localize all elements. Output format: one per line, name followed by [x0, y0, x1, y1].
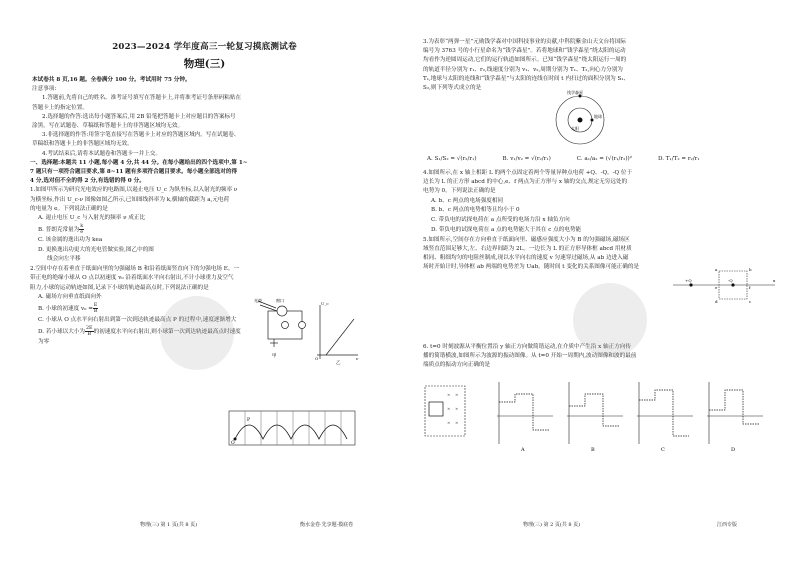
section-1-heading [30, 159, 379, 187]
q1-option-b-fraction [79, 224, 84, 235]
svg-text:×: × [455, 406, 459, 411]
q1-axis-x-label: ν [356, 356, 359, 361]
q6-stem-line: 播的简谐横波,如图所示为波源的振动图像。从 t=0 开始一周期内,波动图像和波的最前 [423, 352, 637, 359]
subject-title: 物理(三) [183, 58, 226, 70]
q4-option-d: D. 带负电的试探电荷在 a 点的电势能大于其在 c 点的电势能 [431, 227, 582, 234]
q1-option-d-cont: 线会向左平移 [47, 256, 81, 263]
fraction-numerator: E [93, 302, 98, 308]
svg-text:×: × [447, 420, 451, 425]
q1-tube-label: 窗口 [276, 298, 284, 303]
q4-minus-label: -Q [728, 278, 733, 283]
note-line: 草稿纸和答题卡上的非答题区域均无效。 [32, 141, 133, 148]
q3-stem-line: 均看作为逆圆周运动,它们的运行轨道如图所示。已知“钱学森星”绕太阳运行一周的 [423, 57, 627, 64]
q3-stem-line: 编号为 3763 号的小行星命名为“钱学森星”。若将地球和“钱学森星”绕太阳的运动 [423, 48, 626, 55]
svg-text:×: × [455, 420, 459, 425]
q1-option-a: A. 遏止电压 U_c 与入射光的频率 ν 成正比 [38, 215, 146, 222]
q4-stem-line: 边长为 L 的正方形 abcd 的中心,e、f 两点为正方形与 x 轴的交点,规定无穷远处的 [423, 179, 628, 186]
q5-graph-d [707, 382, 763, 452]
note-line: 1.答题前,先将自己的姓名、准考证号填写在答题卡上,并将准考证号条形码粘贴在 [42, 95, 242, 102]
q5-graph-a [497, 382, 553, 452]
q2-option-b-text: B. 小球的初速度 v₀ = [38, 305, 93, 312]
q4-plus-label: +Q [685, 278, 692, 283]
q4-b-label: b [749, 267, 752, 272]
q2-option-d-fraction [85, 326, 94, 337]
section-line: 4 分,选对但不全的得 2 分,有选错的得 0 分。 [30, 178, 145, 185]
note-line: 本试卷共 8 页,16 题。全卷满分 100 分。考试用时 75 分钟。 [32, 77, 191, 83]
q4-option-c: C. 带负电的试探电荷在 a 点所受的电场力沿 x 轴负方向 [431, 217, 570, 224]
sun-icon [578, 118, 583, 123]
field-region [425, 386, 465, 436]
footer-edition: 江西专版 [717, 522, 738, 528]
q5-graph-c [637, 382, 693, 452]
q2-stem-line: 2.空间中存在着垂直于纸面向里的匀强磁场 B 和沿着纸面竖直向下的匀强电场 E。一 [30, 266, 240, 273]
note-line: 涂黑。写在试题卷、草稿纸和答题卡上的非答题区域均无效。 [32, 123, 184, 130]
q2-option-b-fraction [93, 303, 99, 314]
q1-yi-label: 乙 [336, 361, 341, 365]
q3-option-c: C. a₁/a₂ = (√(r₁/r₂))² [576, 156, 632, 163]
q5-choice-c: C [661, 447, 665, 452]
exam-notes [30, 76, 379, 159]
q1-jia-label: 甲 [272, 354, 277, 359]
phototube-icon [277, 306, 287, 316]
section-line: 一、选择题:本题共 11 小题,每小题 4 分,共 44 分。在每小题给出的四个选项中,第 1~ [30, 159, 248, 166]
q2-option-d-cont: 为零 [38, 338, 50, 345]
q2-option-c: C. 小球从 O 点水平向右射出到第一次到达轨迹最高点 P 的过程中,速度逐渐增大 [38, 316, 237, 323]
q1-stem-line: 的电量为 e。下列说法正确的是 [30, 205, 108, 212]
q3-stem-line: 的轨道半径分别为 r₁、r₂,线速度分别为 v₁、v₂,周期分别为 T₁、T₂,向心力分别为 [423, 66, 623, 73]
ammeter-icon [299, 322, 306, 329]
footer-publisher: 衡水金卷·先享题·摸底卷 [300, 522, 354, 528]
q6-stem-line: 6. t=0 时刻波源从平衡位置沿 y 轴正方向做简谐运动,在介质中产生沿 x 轴正方向传 [423, 343, 631, 350]
q2-o-label: O [231, 441, 235, 446]
q5-stem-line: 场时开始计时,导体框 ab 两端的电势差为 Uab。随时间 t 变化的关系图像可能正确的是 [423, 264, 640, 271]
q3-options [423, 155, 780, 165]
page-2 [397, 0, 794, 561]
q3-star-label: 钱学森星 [567, 90, 583, 95]
q2-p-label: P [247, 418, 251, 423]
section-line: 7 题只有一项符合题目要求,第 8~11 题有多项符合题目要求。每小题全部选对的得 [30, 169, 238, 176]
watermark-logo [160, 296, 234, 370]
q2-figure [227, 409, 357, 449]
field-region [229, 411, 355, 445]
note-line: 3.非选择题的作答:用签字笔直接写在答题卡上对应的答题区域内。写在试题卷、 [42, 132, 240, 139]
q2-stem-line: 带正电的绝缘小球从 O 点以初速度 v₀ 沿着纸面水平向右射出,不计小球重力及空气 [30, 275, 234, 282]
q5-choice-d: D [731, 447, 736, 452]
q5-stem-line: 5.如图所示,空间存在方向垂直于纸面向里、磁感应强度大小为 B 的匀强磁场,磁场区 [423, 236, 630, 243]
graph-line [326, 319, 354, 355]
q3-stem-line: S₂,则下列等式成立的是 [423, 85, 482, 92]
q4-stem-line: 4.如图所示,在 x 轴上相距 L 的两个点固定着两个等量异种点电荷 +Q、-Q。-Q 位于 [423, 170, 633, 177]
q1-origin-label: O [315, 356, 319, 361]
q6-stem-line: 端质点的振动方向正确的是 [423, 362, 491, 369]
q4-f-label: f [749, 285, 751, 290]
q3-option-a: A. S₁/S₂ = √(r₂/r₁) [427, 156, 477, 163]
q4-c-label: c [749, 299, 752, 304]
q1-option-b-text: B. 普朗克常量为 [38, 227, 80, 234]
footer-page-number: 物理(三) 第 1 页(共 8 页) [140, 522, 198, 528]
q2-stem-line: 阻力,小球的运动轨迹如图,记录下小球的轨迹最高点时,下列说法正确的是 [30, 284, 209, 291]
fraction-denominator: B [93, 308, 98, 314]
note-line: 答题卡上的指定位置。 [32, 104, 88, 111]
q1-option-c: C. 该金属的逸出功为 kea [38, 236, 103, 243]
positive-charge-icon [689, 283, 692, 286]
question-4 [423, 169, 780, 236]
q4-e-label: e [715, 285, 718, 290]
voltmeter-icon [282, 322, 289, 329]
q1-stem-line: 为横坐标,作出 U_c-ν 图像如图乙所示,已知图线斜率为 k,横轴的截距为 a,元电荷 [30, 196, 230, 203]
q4-a-label: a [715, 267, 718, 272]
q2-option-d-tail: 的初速度水平向右射出,则小球第一次到达轨迹最高点时速度 [93, 328, 241, 335]
q1-light-label: 光束 [254, 298, 262, 303]
q5-stem-line: 域竖直范围足够大,左、右边界间距为 2L。一边长为 L 的正方形导体框 abcd 用材质 [423, 246, 632, 253]
q3-option-d: D. T₁/T₂ = r₂/r₁ [657, 156, 700, 163]
q1-stem-line: 1.如图甲所示为研究光电效应的电路图,以遏止电压 U_c 为纵坐标,以入射光的频率 ν [30, 187, 238, 194]
q1-axis-y-label: U_c [321, 301, 329, 306]
q4-x-label: x [773, 278, 776, 283]
svg-text:×: × [447, 406, 451, 411]
q5-graph-b [567, 382, 623, 452]
svg-text:×: × [455, 392, 459, 397]
q5-choice-b: B [591, 447, 595, 452]
q2-option-d-text: D. 若小球以大小为 [38, 328, 85, 335]
q5-choice-a: A [521, 447, 525, 452]
fraction-numerator: 2E [86, 325, 93, 331]
q5-figure [421, 380, 783, 452]
light-beam [260, 305, 277, 311]
coil-frame [429, 402, 443, 416]
fraction-denominator: e [80, 230, 84, 236]
q3-stem-line: 3.为表彰“两弹一星”元勋钱学森对中国科技事业的贡献,中科院紫金山天文台将国际 [423, 39, 627, 45]
q4-option-a: A. b、c 两点的电场强度相同 [431, 197, 504, 204]
q5-field-diagram [425, 386, 465, 436]
q1-option-b [30, 224, 379, 236]
note-line: 注意事项: [32, 86, 57, 93]
q1-figure [232, 297, 362, 365]
svg-text:×: × [447, 392, 451, 397]
q1-option-d: D. 更换逸出功更大的光电管做实验,图乙中的图 [38, 246, 154, 253]
note-line: 2.选择题的作答:选出每小题答案后,用 2B 铅笔把答题卡上对应题目的答案标号 [42, 113, 236, 120]
footer-page-number: 物理(三) 第 2 页(共 8 页) [523, 522, 581, 528]
q3-sun-label: 太阳 [571, 126, 579, 131]
q3-orbit-figure [545, 88, 615, 148]
trajectory-curve [235, 425, 347, 439]
q4-option-b: B. b、c 两点的电势相等且均小于 0 [431, 207, 520, 214]
q3-earth-label: 地球 [594, 114, 602, 119]
q4-d-label: d [715, 299, 718, 304]
q4-charge-figure [669, 265, 779, 305]
q5-stem-line: 相同、粗细均匀的电阻丝制成,现以水平向右的速度 v 匀速穿过磁场,从 ab 边进入磁 [423, 255, 629, 262]
q2-option-a: A. 磁场方向垂直纸面向外 [38, 293, 102, 300]
note-line: 4.考试结束后,请将本试题卷和答题卡一并上交。 [42, 150, 161, 157]
negative-charge-icon [731, 283, 734, 286]
q3-option-b: B. v₁/v₂ = √(r₂/r₁) [502, 156, 551, 163]
fraction-denominator: B [87, 331, 92, 337]
exam-title: 2023—2024 学年度高三一轮复习摸底测试卷 [112, 42, 297, 52]
q3-stem-line: T₁,地球与太阳的连线和“钱学森星”与太阳的连线在时间 t 内扫过的面积分别为 S₁、 [423, 75, 630, 82]
fraction-numerator: k [80, 223, 84, 229]
q4-stem-line: 电势为 0。下列说法正确的是 [423, 188, 496, 195]
watermark-logo [573, 283, 647, 357]
question-1 [30, 186, 379, 265]
